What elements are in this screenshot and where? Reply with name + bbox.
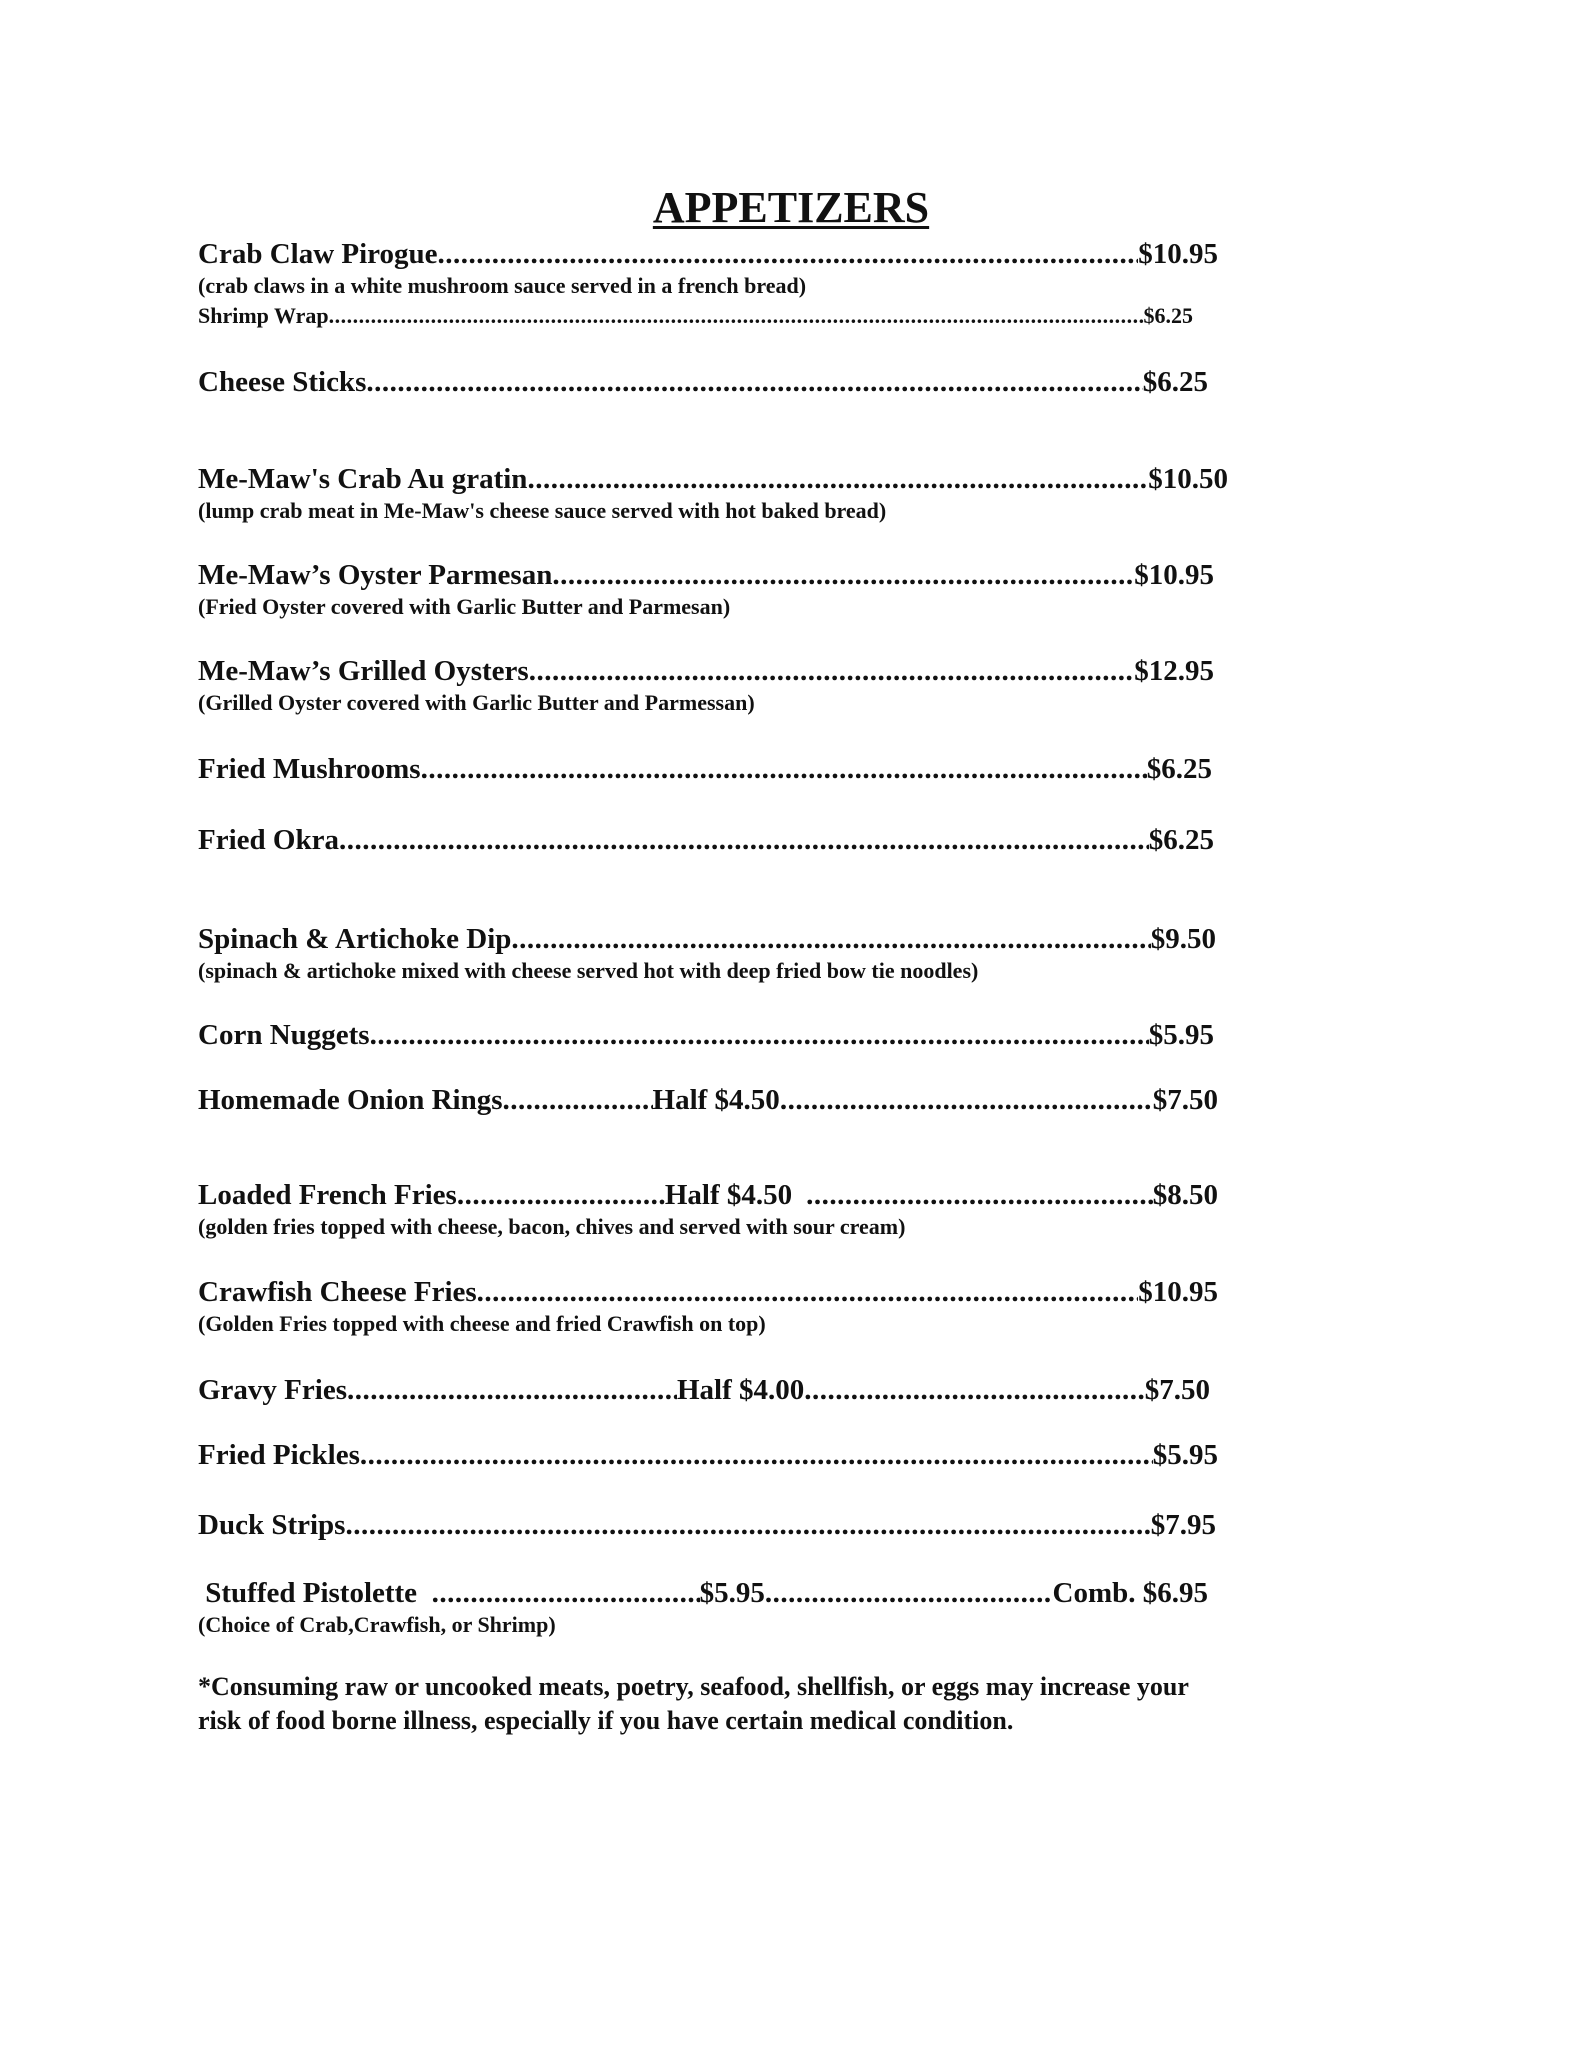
menu-item-fried-mushrooms	[198, 752, 1212, 786]
item-name: Homemade Onion Rings	[198, 1084, 503, 1116]
item-name: Me-Maw's Crab Au gratin	[198, 463, 528, 495]
item-name: Fried Mushrooms	[198, 753, 421, 785]
item-name: Gravy Fries	[198, 1374, 347, 1406]
menu-item-corn-nuggets	[198, 1018, 1214, 1052]
menu-item-loaded-french-fries	[198, 1178, 1218, 1212]
item-description: (Grilled Oyster covered with Garlic Butter and Parmessan)	[198, 690, 755, 715]
item-description: (lump crab meat in Me-Maw's cheese sauce served with hot baked bread)	[198, 498, 887, 523]
menu-item-grilled-oysters	[198, 654, 1214, 688]
item-name: Fried Pickles	[198, 1439, 360, 1471]
menu-item-shrimp-wrap	[198, 302, 1193, 330]
menu-item-crawfish-cheese-fries	[198, 1275, 1218, 1309]
item-price: $5.95	[1152, 1439, 1218, 1471]
item-description: (golden fries topped with cheese, bacon, chives and served with sour cream)	[198, 1214, 906, 1239]
item-half-price: Half $4.50	[652, 1084, 780, 1116]
menu-item-fried-okra	[198, 823, 1214, 857]
item-combo-price: Comb. $6.95	[1052, 1577, 1208, 1609]
menu-item-duck-strips	[198, 1508, 1216, 1542]
item-price: $7.95	[1150, 1509, 1216, 1541]
item-price: $6.25	[1143, 303, 1193, 328]
menu-item-gravy-fries	[198, 1373, 1210, 1407]
notice-line: risk of food borne illness, especially if you have certain medical condition.	[198, 1706, 1014, 1735]
item-name: Loaded French Fries	[198, 1179, 457, 1211]
menu-item-spinach-artichoke-dip	[198, 922, 1216, 956]
menu-item-fried-pickles	[198, 1438, 1218, 1472]
menu-item-cheese-sticks	[198, 365, 1208, 399]
item-price: $9.50	[1150, 923, 1216, 955]
item-price: $5.95	[1148, 1019, 1214, 1051]
menu-item-stuffed-pistolette	[198, 1576, 1208, 1610]
item-half-price: Half $4.00	[676, 1374, 805, 1406]
menu-item-onion-rings	[198, 1083, 1218, 1117]
item-price: $10.50	[1148, 463, 1228, 495]
item-name: Duck Strips	[198, 1509, 346, 1541]
item-name: Me-Maw’s Grilled Oysters	[198, 655, 529, 687]
item-price: $8.50	[1152, 1179, 1218, 1211]
menu-title: APPETIZERS	[652, 183, 930, 232]
item-description: (Choice of Crab,Crawfish, or Shrimp)	[198, 1612, 556, 1637]
item-price: $12.95	[1134, 655, 1214, 687]
item-price: $5.95	[699, 1577, 765, 1609]
item-price: $10.95	[1138, 1276, 1218, 1308]
item-name: Crawfish Cheese Fries	[198, 1276, 477, 1308]
food-safety-notice	[198, 1670, 1398, 1738]
item-name: Corn Nuggets	[198, 1019, 370, 1051]
item-half-price: Half $4.50	[664, 1179, 793, 1211]
item-description: (spinach & artichoke mixed with cheese served hot with deep fried bow tie noodles)	[198, 958, 979, 983]
menu-item-crab-au-gratin	[198, 462, 1228, 496]
item-price: $6.25	[1148, 824, 1214, 856]
item-price: $10.95	[1138, 238, 1218, 270]
item-name: Cheese Sticks	[198, 366, 367, 398]
item-description: (crab claws in a white mushroom sauce served in a french bread)	[198, 273, 807, 298]
item-name: Crab Claw Pirogue	[198, 238, 438, 270]
item-price: $6.25	[1146, 753, 1212, 785]
item-name: Fried Okra	[198, 824, 339, 856]
item-price: $10.95	[1134, 559, 1214, 591]
item-price: $7.50	[1152, 1084, 1218, 1116]
menu-item-oyster-parmesan	[198, 558, 1214, 592]
item-price: $6.25	[1142, 366, 1208, 398]
item-description: (Fried Oyster covered with Garlic Butter and Parmesan)	[198, 594, 731, 619]
menu-item-crab-claw-pirogue	[198, 237, 1218, 271]
item-price: $7.50	[1144, 1374, 1210, 1406]
notice-line: *Consuming raw or uncooked meats, poetry, seafood, shellfish, or eggs may increase your	[198, 1672, 1189, 1701]
item-name: Stuffed Pistolette	[198, 1577, 432, 1609]
item-name: Spinach & Artichoke Dip	[198, 923, 512, 955]
item-description: (Golden Fries topped with cheese and fried Crawfish on top)	[198, 1311, 766, 1336]
item-name: Me-Maw’s Oyster Parmesan	[198, 559, 553, 591]
item-name: Shrimp Wrap	[198, 303, 329, 328]
